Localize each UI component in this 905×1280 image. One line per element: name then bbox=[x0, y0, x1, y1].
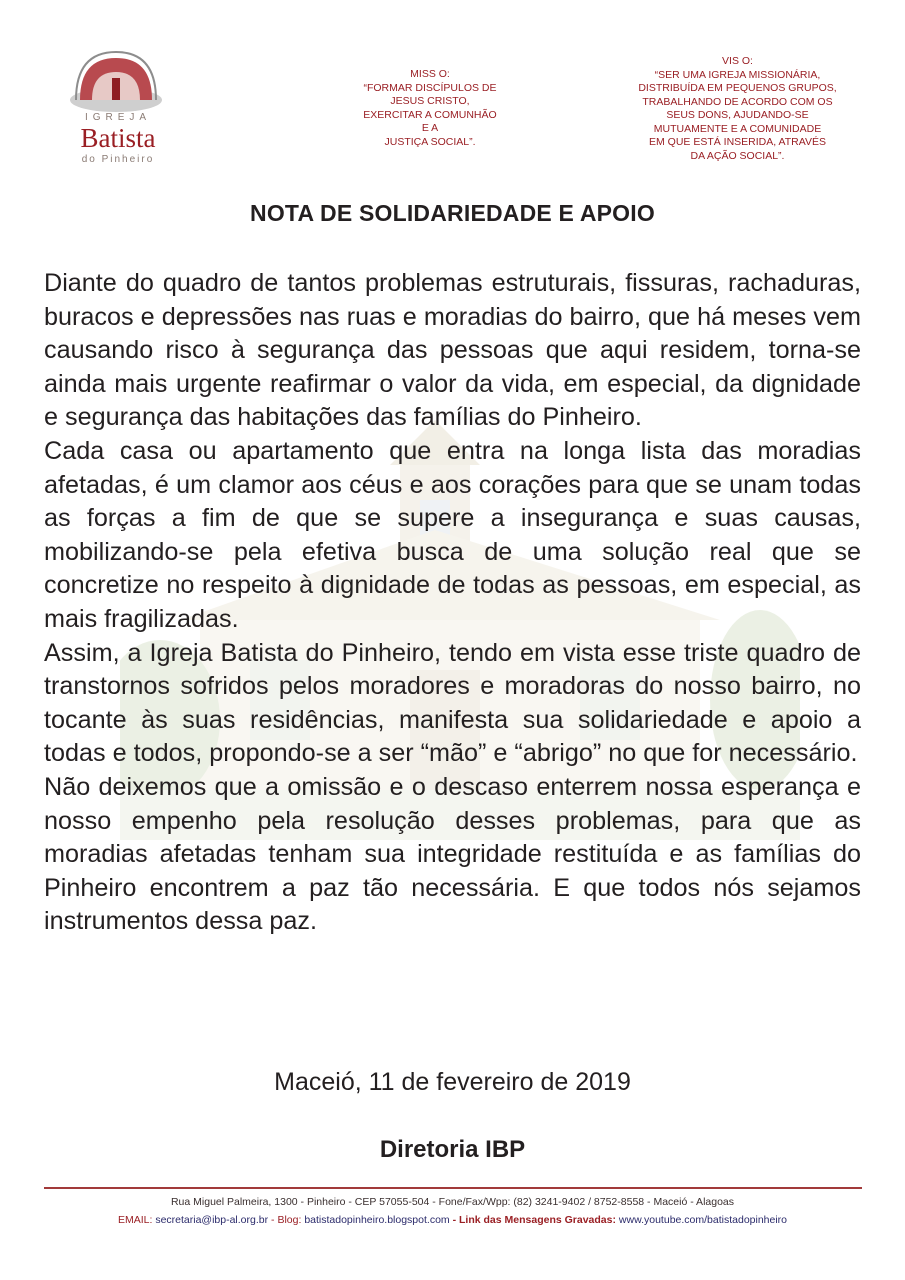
email-link[interactable]: secretaria@ibp-al.org.br bbox=[155, 1214, 269, 1226]
mission-statement bbox=[330, 68, 530, 149]
blog-label: - Blog: bbox=[271, 1214, 302, 1226]
mission-line: E A bbox=[421, 122, 439, 134]
church-logo bbox=[62, 48, 174, 170]
vision-line: DISTRIBUÍDA EM PEQUENOS GRUPOS, bbox=[638, 82, 837, 94]
vision-line: SEUS DONS, AJUDANDO-SE bbox=[666, 109, 809, 121]
date-line: Maceió, 11 de fevereiro de 2019 bbox=[274, 1068, 631, 1096]
vision-heading: VIS O: bbox=[722, 55, 753, 67]
vision-line: EM QUE ESTÁ INSERIDA, ATRAVÉS bbox=[649, 136, 826, 148]
recordings-link[interactable]: www.youtube.com/batistadopinheiro bbox=[618, 1214, 788, 1226]
vision-line: TRABALHANDO DE ACORDO COM OS bbox=[642, 95, 833, 108]
logo-line-main: Batista bbox=[80, 123, 156, 153]
footer-contacts bbox=[0, 1214, 905, 1226]
mission-line: EXERCITAR A COMUNHÃO bbox=[363, 108, 497, 121]
body-paragraph: Assim, a Igreja Batista do Pinheiro, tendo em vista esse triste quadro de transtornos sofridos pelos moradores e moradoras do nosso bairro, no tocante às suas residências, manifesta sua solidariedade e apoio a todas e todos, propondo-se a ser “mão” e “abrigo” no que for necessário. bbox=[44, 638, 861, 768]
note-body bbox=[44, 267, 861, 939]
logo-line-top: IGREJA bbox=[84, 112, 152, 123]
mission-line: JESUS CRISTO, bbox=[390, 95, 470, 107]
signature: Diretoria IBP bbox=[379, 1136, 526, 1163]
body-paragraph: Diante do quadro de tantos problemas estruturais, fissuras, rachaduras, buracos e depressões nas ruas e moradias do bairro, que há meses vem causando risco à segurança das pessoas que aqui residem, torna-se ainda mais urgente reafirmar o valor da vida, em especial, da dignidade e segurança das habitações das famílias do Pinheiro. bbox=[44, 269, 861, 432]
church-logo-emblem-icon bbox=[66, 48, 166, 114]
vision-line: “SER UMA IGREJA MISSIONÁRIA, bbox=[654, 68, 821, 81]
vision-line: MUTUAMENTE E A COMUNIDADE bbox=[653, 122, 822, 135]
mission-line: “FORMAR DISCÍPULOS DE bbox=[363, 81, 497, 94]
blog-link[interactable]: batistadopinheiro.blogspot.com bbox=[304, 1214, 450, 1226]
body-paragraph: Não deixemos que a omissão e o descaso enterrem nossa esperança e nosso empenho pela resolução desses problemas, para que as moradias afetadas tenham sua integridade restituída e as famílias do Pinheiro encontrem a paz tão necessária. E que todos nós sejamos instrumentos dessa paz. bbox=[44, 772, 861, 936]
email-label: EMAIL: bbox=[117, 1214, 153, 1226]
mission-heading: MISS O: bbox=[410, 68, 450, 80]
footer-divider bbox=[44, 1187, 862, 1189]
page-title: NOTA DE SOLIDARIEDADE E APOIO bbox=[250, 200, 655, 226]
footer-address: Rua Miguel Palmeira, 1300 - Pinheiro - CEP 57055-504 - Fone/Fax/Wpp: (82) 3241-9402 / 8752-8558 - Maceió - Alagoas bbox=[170, 1196, 735, 1208]
recordings-label: - Link das Mensagens Gravadas: bbox=[452, 1214, 616, 1226]
vision-statement bbox=[605, 55, 870, 163]
logo-line-sub: do Pinheiro bbox=[81, 154, 155, 165]
vision-line: DA AÇÃO SOCIAL”. bbox=[690, 149, 785, 162]
body-paragraph: Cada casa ou apartamento que entra na longa lista das moradias afetadas, é um clamor aos céus e aos corações para que se unam todas as forças a fim de que se supere a insegurança e suas causas, mobilizando-se pela efetiva busca de uma solução real que se concretize no respeito à dignidade de todas as pessoas, em especial, as mais fragilizadas. bbox=[44, 436, 861, 633]
mission-line: JUSTIÇA SOCIAL”. bbox=[384, 135, 476, 148]
